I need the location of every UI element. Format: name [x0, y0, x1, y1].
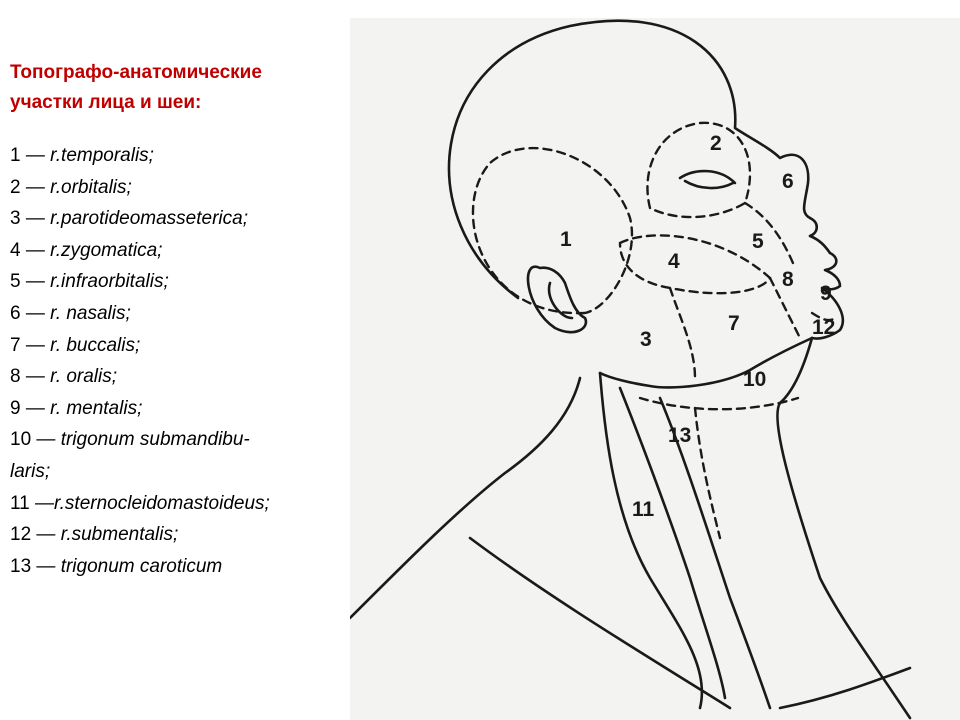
legend-item-3: 3 — r.parotideomasseterica;: [10, 208, 248, 230]
diagram-title: [10, 58, 345, 118]
ear-outline: [528, 267, 586, 332]
region-label-2: 2: [710, 132, 722, 155]
region-label-1: 1: [560, 228, 572, 251]
region-label-9: 9: [820, 282, 832, 305]
jaw-outline: [600, 338, 812, 387]
nose-outline: [810, 218, 830, 253]
region-label-8: 8: [782, 268, 794, 291]
clavicle-outline: [470, 538, 910, 708]
zygomatic-region: [620, 235, 770, 293]
legend-item-9: 9 — r. mentalis;: [10, 397, 143, 419]
eye-outline: [680, 171, 735, 183]
legend-item-8: 8 — r. oralis;: [10, 366, 118, 388]
region-labels: [560, 132, 835, 521]
legend-item-5: 5 — r.infraorbitalis;: [10, 271, 169, 293]
legend-item-12: 12 — r.submentalis;: [10, 524, 179, 546]
region-label-7: 7: [728, 312, 740, 335]
neck-back: [350, 378, 580, 618]
legend-item-7: 7 — r. buccalis;: [10, 334, 141, 356]
legend-panel: [10, 58, 345, 582]
region-label-13: 13: [668, 424, 692, 447]
legend-item-10-cont: laris;: [10, 460, 51, 482]
region-label-12: 12: [812, 316, 836, 339]
legend-list: [10, 140, 345, 582]
region-label-3: 3: [640, 328, 652, 351]
legend-item-11: 11 —r.sternocleidomastoideus;: [10, 492, 270, 514]
title-line-1: Топографо-анатомические: [10, 62, 262, 83]
legend-item-13: 13 — trigonum caroticum: [10, 555, 223, 577]
legend-item-6: 6 — r. nasalis;: [10, 302, 131, 324]
legend-item-2: 2 — r.orbitalis;: [10, 176, 132, 198]
legend-item-1: 1 — r.temporalis;: [10, 145, 154, 166]
title-line-2: участки лица и шеи:: [10, 92, 202, 113]
legend-item-4: 4 — r.zygomatica;: [10, 239, 163, 261]
legend-item-10: 10 — trigonum submandibu-: [10, 429, 250, 451]
region-label-6: 6: [782, 170, 794, 193]
head-neck-illustration: [350, 18, 960, 720]
temporal-region: [473, 148, 632, 313]
eye-lid: [685, 181, 733, 188]
region-label-4: 4: [668, 250, 680, 273]
head-neck-drawing: [350, 18, 960, 720]
neck-front: [777, 338, 910, 718]
carotid-boundary: [695, 408, 720, 538]
region-label-11: 11: [632, 498, 655, 521]
orbital-region: [647, 123, 750, 217]
region-label-10: 10: [743, 368, 767, 391]
parotid-boundary: [670, 288, 695, 378]
region-label-5: 5: [752, 230, 764, 253]
